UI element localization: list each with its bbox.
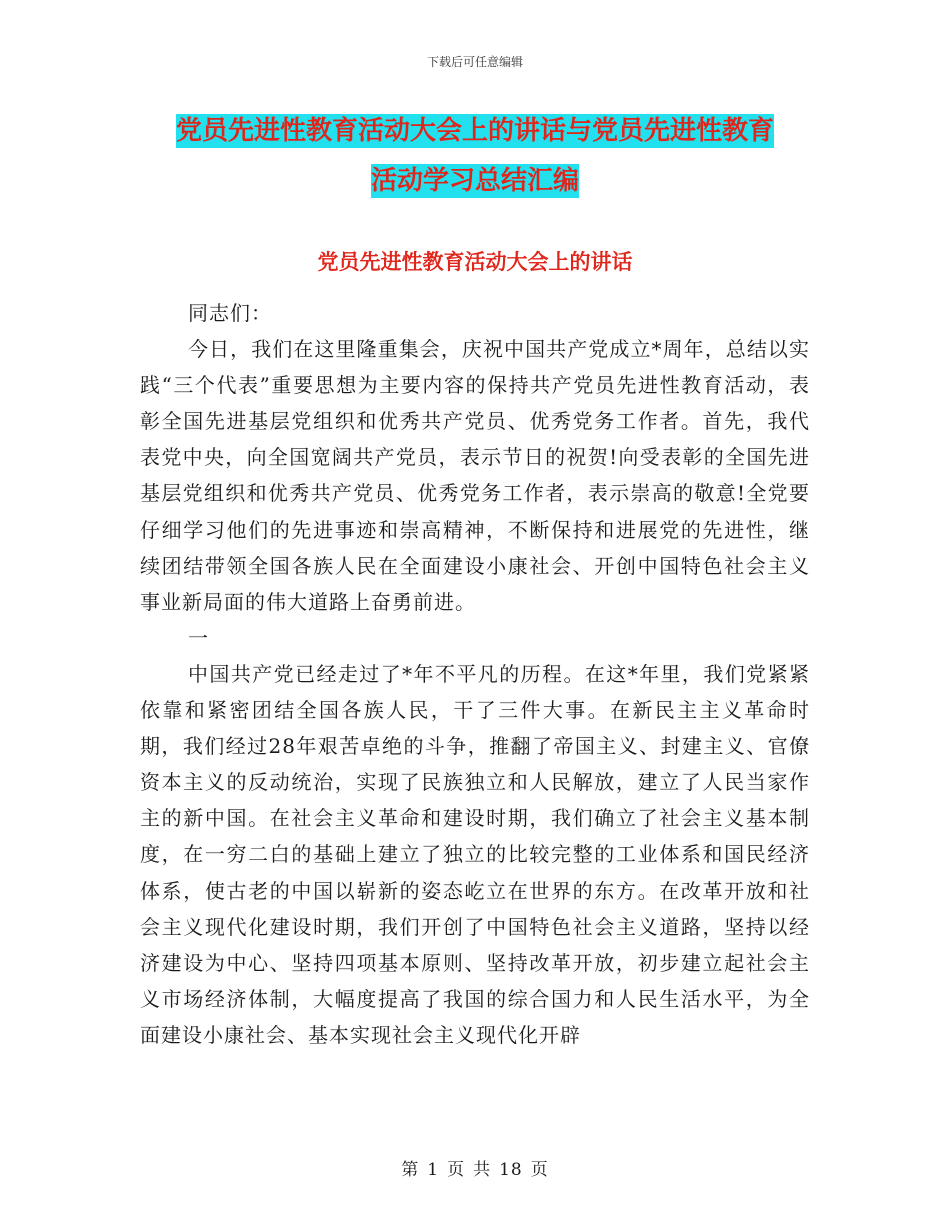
- footer-suffix: 页: [530, 1160, 549, 1180]
- section-number-paragraph: 一: [188, 625, 209, 650]
- footer-prefix: 第: [401, 1160, 420, 1180]
- footer-total-pages: 18: [499, 1160, 523, 1180]
- document-body: [140, 295, 810, 1053]
- salutation-paragraph: 同志们：: [188, 301, 272, 325]
- footer-page-number: 1: [427, 1160, 440, 1180]
- footer-total-label: 共: [473, 1160, 492, 1180]
- body-paragraph: 中国共产党已经走过了*年不平凡的历程。在这*年里，我们党紧紧依靠和紧密团结全国各族人民，干了三件大事。在新民主主义革命时期，我们经过28年艰苦卓绝的斗争，推翻了帝国主义、封建主义、官僚资本主义的反动统治，实现了民族独立和人民解放，建立了人民当家作主的新中国。在社会主义革命和建设时期，我们确立了社会主义基本制度，在一穷二白的基础上建立了独立的比较完整的工业体系和国民经济体系，使古老的中国以崭新的姿态屹立在世界的东方。在改革开放和社会主义现代化建设时期，我们开创了中国特色社会主义道路，坚持以经济建设为中心、坚持四项基本原则、坚持改革开放，初步建立起社会主义市场经济体制，大幅度提高了我国的综合国力和人民生活水平，为全面建设小康社会、基本实现社会主义现代化开辟: [140, 661, 810, 1047]
- document-title: [140, 106, 810, 206]
- body-paragraph: 今日，我们在这里隆重集会，庆祝中国共产党成立*周年，总结以实践“三个代表”重要思想为主要内容的保持共产党员先进性教育活动，表彰全国先进基层党组织和优秀共产党员、优秀党务工作者。首先，我代表党中央，向全国宽阔共产党员，表示节日的祝贺!向受表彰的全国先进基层党组织和优秀共产党员、优秀党务工作者，表示崇高的敬意!全党要仔细学习他们的先进事迹和崇高精神，不断保持和进展党的先进性，继续团结带领全国各族人民在全面建设小康社会、开创中国特色社会主义事业新局面的伟大道路上奋勇前进。: [140, 337, 810, 614]
- page-footer: [0, 1155, 950, 1180]
- document-title-line-1: 党员先进性教育活动大会上的讲话与党员先进性教育: [175, 116, 774, 146]
- section-title: 党员先进性教育活动大会上的讲话: [317, 250, 633, 274]
- document-title-line-2: 活动学习总结汇编: [370, 166, 579, 196]
- footer-page-word: 页: [447, 1160, 466, 1180]
- page-header-note: 下载后可任意编辑: [426, 55, 523, 69]
